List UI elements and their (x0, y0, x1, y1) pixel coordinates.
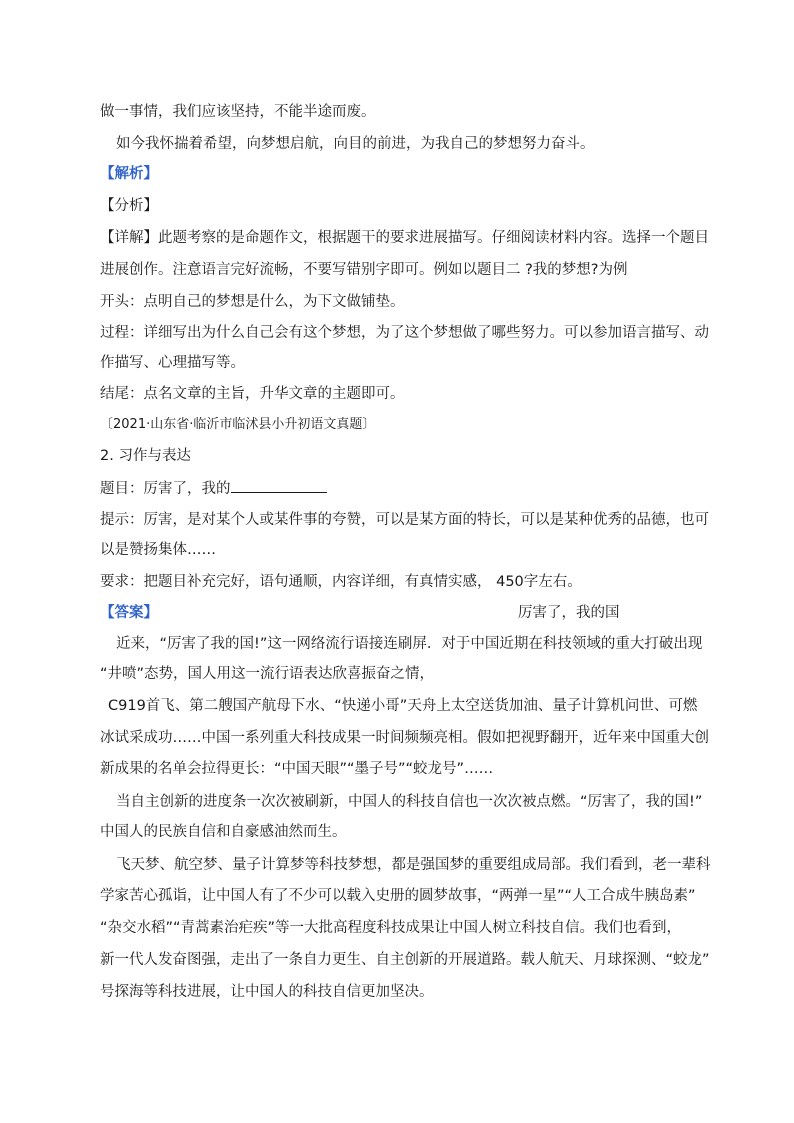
essay-title-prompt (100, 478, 700, 499)
paragraph-line: “井喷”态势，国人用这一流行语表达欣喜振奋之情， (100, 666, 435, 682)
paragraph-line: 当自主创新的进度条一次次被刷新，中国人的科技自信也一次次被点燃。“厉害了，我的国!” (116, 794, 703, 810)
paragraph-line: 冰试采成功……中国一系列重大科技成果一时间频频亮相。假如把视野翻开，近年来中国重大创 (100, 730, 709, 746)
paragraph-line: 开头：点明自己的梦想是什么，为下文做铺垫。 (100, 294, 405, 310)
essay-title-text: 题目：厉害了，我的 (100, 481, 231, 497)
paragraph-line: 结尾：点名文章的主旨，升华文章的主题即可。 (100, 386, 405, 402)
source-citation: 〔2021·山东省·临沂市临沭县小升初语文真题〕 (100, 417, 376, 432)
paragraph-line: 飞天梦、航空梦、量子计算梦等科技梦想，都是强国梦的重要组成局部。我们看到，老一辈科 (116, 857, 711, 873)
section-label-answer: 【答案】 (100, 605, 158, 621)
paragraph-line: C919首飞、第二艘国产航母下水、“快递小哥”天舟上太空送货加油、量子计算机问世、可燃 (108, 698, 698, 714)
fill-in-blank (231, 478, 327, 493)
section-label-analysis: 【解析】 (100, 166, 158, 182)
paragraph-line: 近来，“厉害了我的国!”这一网络流行语接连刷屏．对于中国近期在科技领域的重大打破出现 (116, 636, 703, 652)
paragraph-line: 如今我怀揣着希望，向梦想启航，向目的前进，为我自己的梦想努力奋斗。 (116, 136, 595, 152)
answer-essay-title: 厉害了，我的国 (518, 605, 620, 621)
paragraph-line: 要求：把题目补充完好，语句通顺，内容详细，有真情实感， 450字左右。 (100, 574, 582, 590)
paragraph-line: 中国人的民族自信和自豪感油然而生。 (100, 824, 347, 840)
section-label-breakdown: 【分析】 (100, 198, 158, 214)
paragraph-line: 进展创作。注意语言完好流畅，不要写错别字即可。例如以题目二 ?我的梦想?为例 (100, 262, 628, 278)
paragraph-line: 号探海等科技进展，让中国人的科技自信更加坚决。 (100, 984, 434, 1000)
paragraph-line: 过程：详细写出为什么自己会有这个梦想，为了这个梦想做了哪些努力。可以参加语言描写、动 (100, 325, 709, 341)
paragraph-line: 【详解】此题考察的是命题作文，根据题干的要求进展描写。仔细阅读材料内容。选择一个题目 (100, 230, 709, 246)
paragraph-line: 学家苦心孤诣，让中国人有了不少可以载入史册的圆梦故事，“两弹一星”“人工合成牛胰岛素” (100, 888, 696, 904)
paragraph-line: 以是赞扬集体…… (100, 542, 216, 558)
paragraph-line: 作描写、心理描写等。 (100, 355, 245, 371)
paragraph-line: 提示：厉害，是对某个人或某件事的夸赞，可以是某方面的特长，可以是某种优秀的品德，也可 (100, 512, 709, 528)
paragraph-line: 做一事情，我们应该坚持，不能半途而废。 (100, 104, 376, 120)
paragraph-line: 新成果的名单会拉得更长：“中国天眼”“墨子号”“蛟龙号”…… (100, 761, 494, 777)
paragraph-line: 新一代人发奋图强，走出了一条自力更生、自主创新的开展道路。载人航天、月球探测、“蛟龙” (100, 952, 710, 968)
question-heading: 2. 习作与表达 (100, 448, 191, 464)
paragraph-line: “杂交水稻”“青蒿素治疟疾”等一大批高程度科技成果让中国人树立科技自信。我们也看到， (100, 920, 682, 936)
